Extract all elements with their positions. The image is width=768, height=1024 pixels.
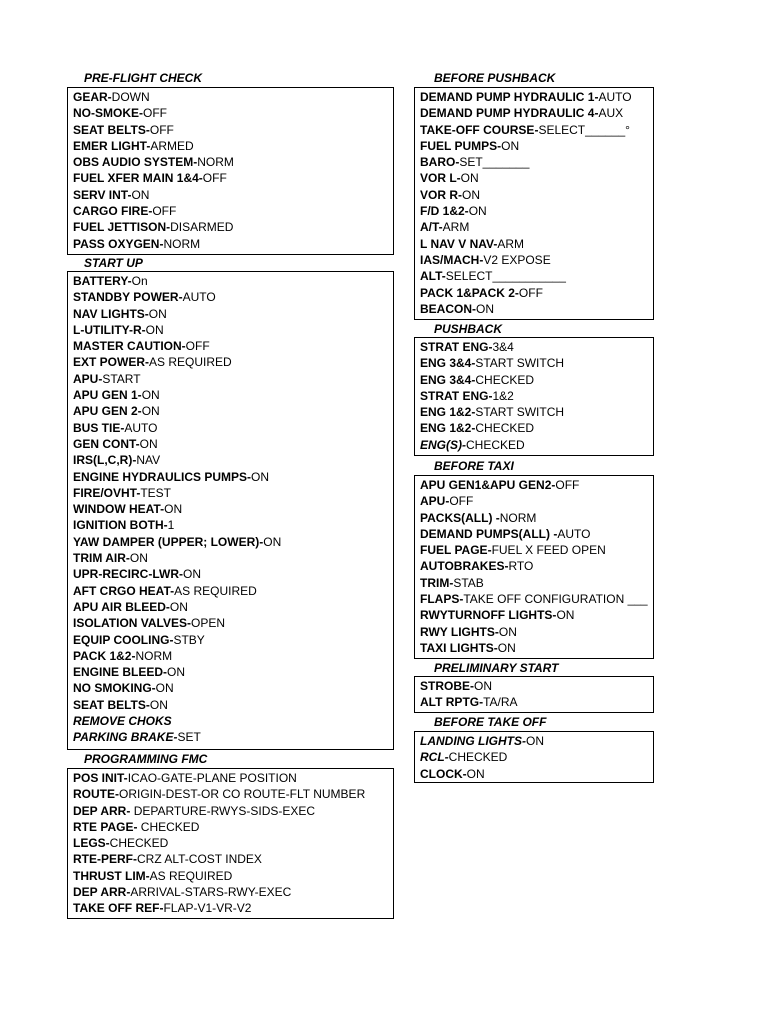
item-label: GEN CONT- xyxy=(73,436,140,451)
checklist-item xyxy=(73,900,393,916)
item-label: RCL- xyxy=(420,750,449,765)
item-label: FIRE/OVHT- xyxy=(73,485,141,500)
item-label: BARO- xyxy=(420,155,460,170)
checklist-item xyxy=(73,729,393,745)
item-label: DEMAND PUMP HYDRAULIC 1- xyxy=(420,90,599,104)
item-label: PACK 1&PACK 2- xyxy=(420,285,519,300)
checklist-item xyxy=(73,187,393,203)
checklist-item xyxy=(73,436,393,452)
item-label: BUS TIE- xyxy=(73,420,125,435)
item-label: VOR R- xyxy=(420,187,462,202)
item-label: IAS/MACH- xyxy=(420,252,484,267)
item-value: SELECT______° xyxy=(538,122,630,137)
item-label: GEAR- xyxy=(73,90,112,104)
item-label: ENGINE BLEED- xyxy=(73,665,168,680)
item-value: ON xyxy=(155,681,174,696)
item-label: ROUTE- xyxy=(73,787,119,802)
item-value: RTO xyxy=(508,559,534,574)
item-value: STBY xyxy=(173,632,205,647)
item-value: FLAP-V1-VR-V2 xyxy=(163,901,252,916)
checklist-item xyxy=(420,301,653,317)
item-value: NAV xyxy=(136,453,161,468)
item-value: TAKE OFF CONFIGURATION ___ xyxy=(463,592,648,607)
item-label: ENG(S)- xyxy=(420,437,466,452)
item-value: START SWITCH xyxy=(475,405,565,420)
item-label: UPR-RECIRC-LWR- xyxy=(73,567,183,582)
preflight-title: PRE-FLIGHT CHECK xyxy=(84,71,202,85)
item-label: SEAT BELTS- xyxy=(73,122,150,137)
item-label: STANDBY POWER- xyxy=(73,290,183,305)
checklist-item xyxy=(420,138,653,154)
item-label: TAKE OFF REF- xyxy=(73,901,164,916)
before-pushback-title: BEFORE PUSHBACK xyxy=(434,71,556,85)
item-value: ON xyxy=(129,551,148,566)
checklist-item xyxy=(73,154,393,170)
checklist-item xyxy=(73,371,393,387)
item-value: ON xyxy=(263,534,282,549)
checklist-item xyxy=(73,697,393,713)
item-value: ON xyxy=(460,171,479,186)
item-label: ENG 3&4- xyxy=(420,372,476,387)
item-label: EXT POWER- xyxy=(73,355,150,370)
checklist-item xyxy=(73,338,393,354)
item-label: ENG 3&4- xyxy=(420,356,476,371)
checklist-item xyxy=(420,477,653,493)
checklist-item xyxy=(73,803,393,819)
pushback-title: PUSHBACK xyxy=(434,322,503,336)
checklist-item xyxy=(420,89,653,105)
item-value: CRZ ALT-COST INDEX xyxy=(137,852,262,867)
item-label: FUEL PUMPS- xyxy=(420,138,502,153)
item-label: TRIM- xyxy=(420,575,454,590)
item-value: ON xyxy=(139,436,158,451)
item-label: APU GEN1&APU GEN2- xyxy=(420,478,556,492)
item-value: SET xyxy=(177,730,201,745)
item-label: CLOCK- xyxy=(420,766,467,781)
item-label: LEGS- xyxy=(73,836,110,851)
item-label: RTE PAGE- xyxy=(73,819,141,834)
checklist-item xyxy=(420,766,653,782)
checklist-item xyxy=(420,122,653,138)
item-label: L-UTILITY-R- xyxy=(73,322,146,337)
item-label: ALT- xyxy=(420,269,446,284)
item-value: OPEN xyxy=(191,616,226,631)
item-value: ON xyxy=(556,608,575,623)
checklist-item xyxy=(73,105,393,121)
item-label: APU- xyxy=(73,371,103,386)
startup-box xyxy=(67,271,394,750)
checklist-item xyxy=(73,322,393,338)
item-value: 1 xyxy=(167,518,175,533)
item-value: NORM xyxy=(197,155,234,170)
startup-title: START UP xyxy=(84,256,143,270)
checklist-item xyxy=(420,203,653,219)
item-value: FUEL X FEED OPEN xyxy=(491,543,606,558)
item-label: FUEL JETTISON- xyxy=(73,220,171,235)
item-label: RTE-PERF- xyxy=(73,852,137,867)
fmc-box xyxy=(67,768,394,919)
checklist-item xyxy=(420,105,653,121)
item-value: DISARMED xyxy=(170,220,234,235)
checklist-item xyxy=(420,542,653,558)
checklist-item xyxy=(420,285,653,301)
checklist-item xyxy=(420,252,653,268)
item-label: NO SMOKING- xyxy=(73,681,156,696)
checklist-item xyxy=(420,575,653,591)
before-takeoff-box xyxy=(414,731,654,783)
checklist-item xyxy=(420,607,653,623)
checklist-item xyxy=(73,122,393,138)
item-label: BATTERY- xyxy=(73,274,132,288)
item-value: ON xyxy=(474,679,492,693)
item-label: PARKING BRAKE- xyxy=(73,730,178,745)
item-value: DEPARTURE-RWYS-SIDS-EXEC xyxy=(133,803,316,818)
item-label: WINDOW HEAT- xyxy=(73,502,165,517)
item-value: ON xyxy=(145,322,164,337)
item-value: OFF xyxy=(143,106,167,121)
checklist-item xyxy=(73,534,393,550)
item-label: NO-SMOKE- xyxy=(73,106,143,121)
checklist-item xyxy=(73,420,393,436)
item-value: 1&2 xyxy=(492,388,514,403)
preliminary-start-box xyxy=(414,676,654,713)
item-value: ON xyxy=(131,187,150,202)
item-value: ON xyxy=(497,640,516,655)
checklist-item xyxy=(73,203,393,219)
item-label: ALT RPTG- xyxy=(420,695,484,710)
item-label: FUEL XFER MAIN 1&4- xyxy=(73,171,203,186)
item-value: ARM xyxy=(442,220,470,235)
item-value: ON xyxy=(466,766,485,781)
item-value: ON xyxy=(498,624,517,639)
item-label: STRAT ENG- xyxy=(420,340,493,354)
item-label: SEAT BELTS- xyxy=(73,697,150,712)
checklist-item xyxy=(420,749,653,765)
item-label: DEP ARR- xyxy=(73,803,134,818)
item-label: DEMAND PUMPS(ALL) - xyxy=(420,526,558,541)
checklist-item xyxy=(420,678,653,694)
item-value: ICAO-GATE-PLANE POSITION xyxy=(127,771,297,785)
item-value: OFF xyxy=(555,478,580,492)
item-label: APU GEN 1- xyxy=(73,388,142,403)
item-value: OFF xyxy=(449,494,474,509)
item-value: 3&4 xyxy=(492,340,514,354)
preflight-box xyxy=(67,87,394,255)
item-value: AS REQUIRED xyxy=(149,868,233,883)
item-value: NORM xyxy=(163,236,201,251)
before-pushback-box xyxy=(414,87,654,320)
checklist-item xyxy=(73,138,393,154)
item-label: TAKE-OFF COURSE- xyxy=(420,122,539,137)
checklist-item xyxy=(73,517,393,533)
item-label: POS INIT- xyxy=(73,771,128,785)
item-value: ON xyxy=(476,301,494,316)
item-value: ON xyxy=(526,734,544,748)
checklist-item xyxy=(73,289,393,305)
item-label: DEP ARR- xyxy=(73,885,131,900)
item-value: ORIGIN-DEST-OR CO ROUTE-FLT NUMBER xyxy=(119,787,366,802)
item-value: ARM xyxy=(497,236,525,251)
item-value: CHECKED xyxy=(466,437,525,452)
checklist-item xyxy=(73,403,393,419)
item-value: ON xyxy=(148,306,167,321)
checklist-item xyxy=(420,154,653,170)
item-label: A/T- xyxy=(420,220,443,235)
checklist-item xyxy=(73,868,393,884)
checklist-item xyxy=(73,306,393,322)
checklist-item xyxy=(73,819,393,835)
checklist-item xyxy=(420,624,653,640)
checklist-item xyxy=(73,566,393,582)
item-label: ENGINE HYDRAULICS PUMPS- xyxy=(73,469,252,484)
item-label: APU AIR BLEED- xyxy=(73,599,170,614)
before-takeoff-title: BEFORE TAKE OFF xyxy=(434,715,547,729)
checklist-item xyxy=(420,493,653,509)
item-label: TAXI LIGHTS- xyxy=(420,640,498,655)
checklist-item xyxy=(73,648,393,664)
checklist-item xyxy=(420,640,653,656)
item-label: L NAV V NAV- xyxy=(420,236,498,251)
item-label: VOR L- xyxy=(420,171,461,186)
checklist-item xyxy=(73,236,393,252)
item-label: PACK 1&2- xyxy=(73,648,136,663)
item-value: START SWITCH xyxy=(475,356,565,371)
item-value: ON xyxy=(149,697,168,712)
item-label: F/D 1&2- xyxy=(420,204,469,219)
item-label: IRS(L,C,R)- xyxy=(73,453,137,468)
checklist-item xyxy=(420,420,653,436)
item-label: MASTER CAUTION- xyxy=(73,339,186,354)
item-label: EMER LIGHT- xyxy=(73,138,151,153)
item-value: CHECKED xyxy=(109,836,169,851)
item-value: OFF xyxy=(185,339,210,354)
checklist-item xyxy=(420,733,653,749)
item-value: ON xyxy=(183,567,201,582)
item-label: FLAPS- xyxy=(420,592,464,607)
checklist-item xyxy=(420,694,653,710)
checklist-item xyxy=(420,170,653,186)
checklist-item xyxy=(73,485,393,501)
item-label: NAV LIGHTS- xyxy=(73,306,149,321)
item-value: ARMED xyxy=(150,138,194,153)
item-value: OFF xyxy=(518,285,543,300)
checklist-item xyxy=(420,510,653,526)
item-label: AFT CRGO HEAT- xyxy=(73,583,175,598)
item-label: DEMAND PUMP HYDRAULIC 4- xyxy=(420,106,599,121)
checklist-item xyxy=(420,339,653,355)
item-value: ON xyxy=(141,388,160,403)
item-label: APU- xyxy=(420,494,450,509)
checklist-item xyxy=(73,469,393,485)
checklist-item xyxy=(73,632,393,648)
before-taxi-title: BEFORE TAXI xyxy=(434,459,514,473)
checklist-item xyxy=(420,558,653,574)
item-value: SELECT___________ xyxy=(445,269,566,284)
pushback-box xyxy=(414,337,654,456)
item-label: CARGO FIRE- xyxy=(73,204,153,219)
item-value: OFF xyxy=(202,171,227,186)
item-value: ON xyxy=(141,404,160,419)
item-value: AS REQUIRED xyxy=(174,583,257,598)
item-value: AUX xyxy=(598,106,624,121)
checklist-item xyxy=(73,851,393,867)
item-label: PASS OXYGEN- xyxy=(73,236,164,251)
item-value: TA/RA xyxy=(483,695,518,710)
item-label: EQUIP COOLING- xyxy=(73,632,174,647)
item-label: ENG 1&2- xyxy=(420,405,476,420)
item-label: ISOLATION VALVES- xyxy=(73,616,192,631)
checklist-item xyxy=(73,89,393,105)
checklist-item xyxy=(420,268,653,284)
item-label: FUEL PAGE- xyxy=(420,543,492,558)
item-value: AUTO xyxy=(182,290,216,305)
checklist-item xyxy=(73,786,393,802)
item-value: ON xyxy=(501,138,520,153)
item-value: OFF xyxy=(149,122,174,137)
item-value: DOWN xyxy=(111,90,150,104)
checklist-item xyxy=(420,437,653,453)
before-taxi-box xyxy=(414,475,654,659)
item-value: On xyxy=(131,274,148,288)
checklist-item xyxy=(73,664,393,680)
checklist-item xyxy=(73,501,393,517)
item-label: LANDING LIGHTS- xyxy=(420,734,526,748)
checklist-item xyxy=(420,388,653,404)
item-value: NORM xyxy=(499,510,537,525)
preliminary-start-title: PRELIMINARY START xyxy=(434,661,559,675)
item-value: AUTO xyxy=(557,526,591,541)
item-value: ON xyxy=(169,599,188,614)
item-value: CHECKED xyxy=(448,750,508,765)
item-label: ENG 1&2- xyxy=(420,421,476,436)
item-label: APU GEN 2- xyxy=(73,404,142,419)
item-value: STAB xyxy=(453,575,484,590)
item-value: ON xyxy=(167,665,186,680)
checklist-item xyxy=(420,219,653,235)
item-label: IGNITION BOTH- xyxy=(73,518,168,533)
item-label: BEACON- xyxy=(420,301,476,316)
fmc-title: PROGRAMMING FMC xyxy=(84,752,208,766)
item-value: AUTO xyxy=(598,90,632,104)
item-label: THRUST LIM- xyxy=(73,868,150,883)
checklist-item xyxy=(420,404,653,420)
checklist-item xyxy=(73,550,393,566)
checklist-item xyxy=(420,355,653,371)
item-label: STRAT ENG- xyxy=(420,388,493,403)
item-value: V2 EXPOSE xyxy=(483,252,551,267)
checklist-item xyxy=(73,452,393,468)
item-value: AS REQUIRED xyxy=(149,355,232,370)
item-label: STROBE- xyxy=(420,679,474,693)
checklist-item xyxy=(73,615,393,631)
checklist-item xyxy=(73,273,393,289)
item-value: ON xyxy=(251,469,270,484)
checklist-item xyxy=(420,591,653,607)
item-value: ON xyxy=(164,502,183,517)
item-value: CHECKED xyxy=(475,372,535,387)
checklist-item xyxy=(73,387,393,403)
item-value: ARRIVAL-STARS-RWY-EXEC xyxy=(130,885,292,900)
item-value: START xyxy=(102,371,141,386)
item-value: ON xyxy=(468,204,487,219)
item-value: CHECKED xyxy=(475,421,535,436)
item-label: OBS AUDIO SYSTEM- xyxy=(73,155,198,170)
item-label: AUTOBRAKES- xyxy=(420,559,509,574)
item-label: TRIM AIR- xyxy=(73,551,130,566)
item-value: NORM xyxy=(135,648,173,663)
checklist-item xyxy=(73,583,393,599)
checklist-item xyxy=(420,372,653,388)
item-label: RWY LIGHTS- xyxy=(420,624,499,639)
checklist-item xyxy=(420,526,653,542)
checklist-item xyxy=(420,187,653,203)
checklist-item xyxy=(73,835,393,851)
checklist-item xyxy=(73,219,393,235)
item-value: ON xyxy=(462,187,480,202)
item-label: SERV INT- xyxy=(73,187,132,202)
item-label: RWYTURNOFF LIGHTS- xyxy=(420,608,557,623)
checklist-item xyxy=(73,170,393,186)
item-value: CHECKED xyxy=(140,819,200,834)
item-value: OFF xyxy=(152,204,177,219)
checklist-item xyxy=(73,680,393,696)
item-value: AUTO xyxy=(124,420,158,435)
checklist-item xyxy=(73,770,393,786)
item-value: TEST xyxy=(140,485,172,500)
checklist-item xyxy=(73,354,393,370)
checklist-item xyxy=(73,884,393,900)
item-label: YAW DAMPER (UPPER; LOWER)- xyxy=(73,534,264,549)
item-label: REMOVE CHOKS xyxy=(73,714,172,729)
item-label: PACKS(ALL) - xyxy=(420,510,500,525)
checklist-item xyxy=(73,713,393,729)
checklist-item xyxy=(420,236,653,252)
item-value: SET_______ xyxy=(459,155,530,170)
checklist-item xyxy=(73,599,393,615)
